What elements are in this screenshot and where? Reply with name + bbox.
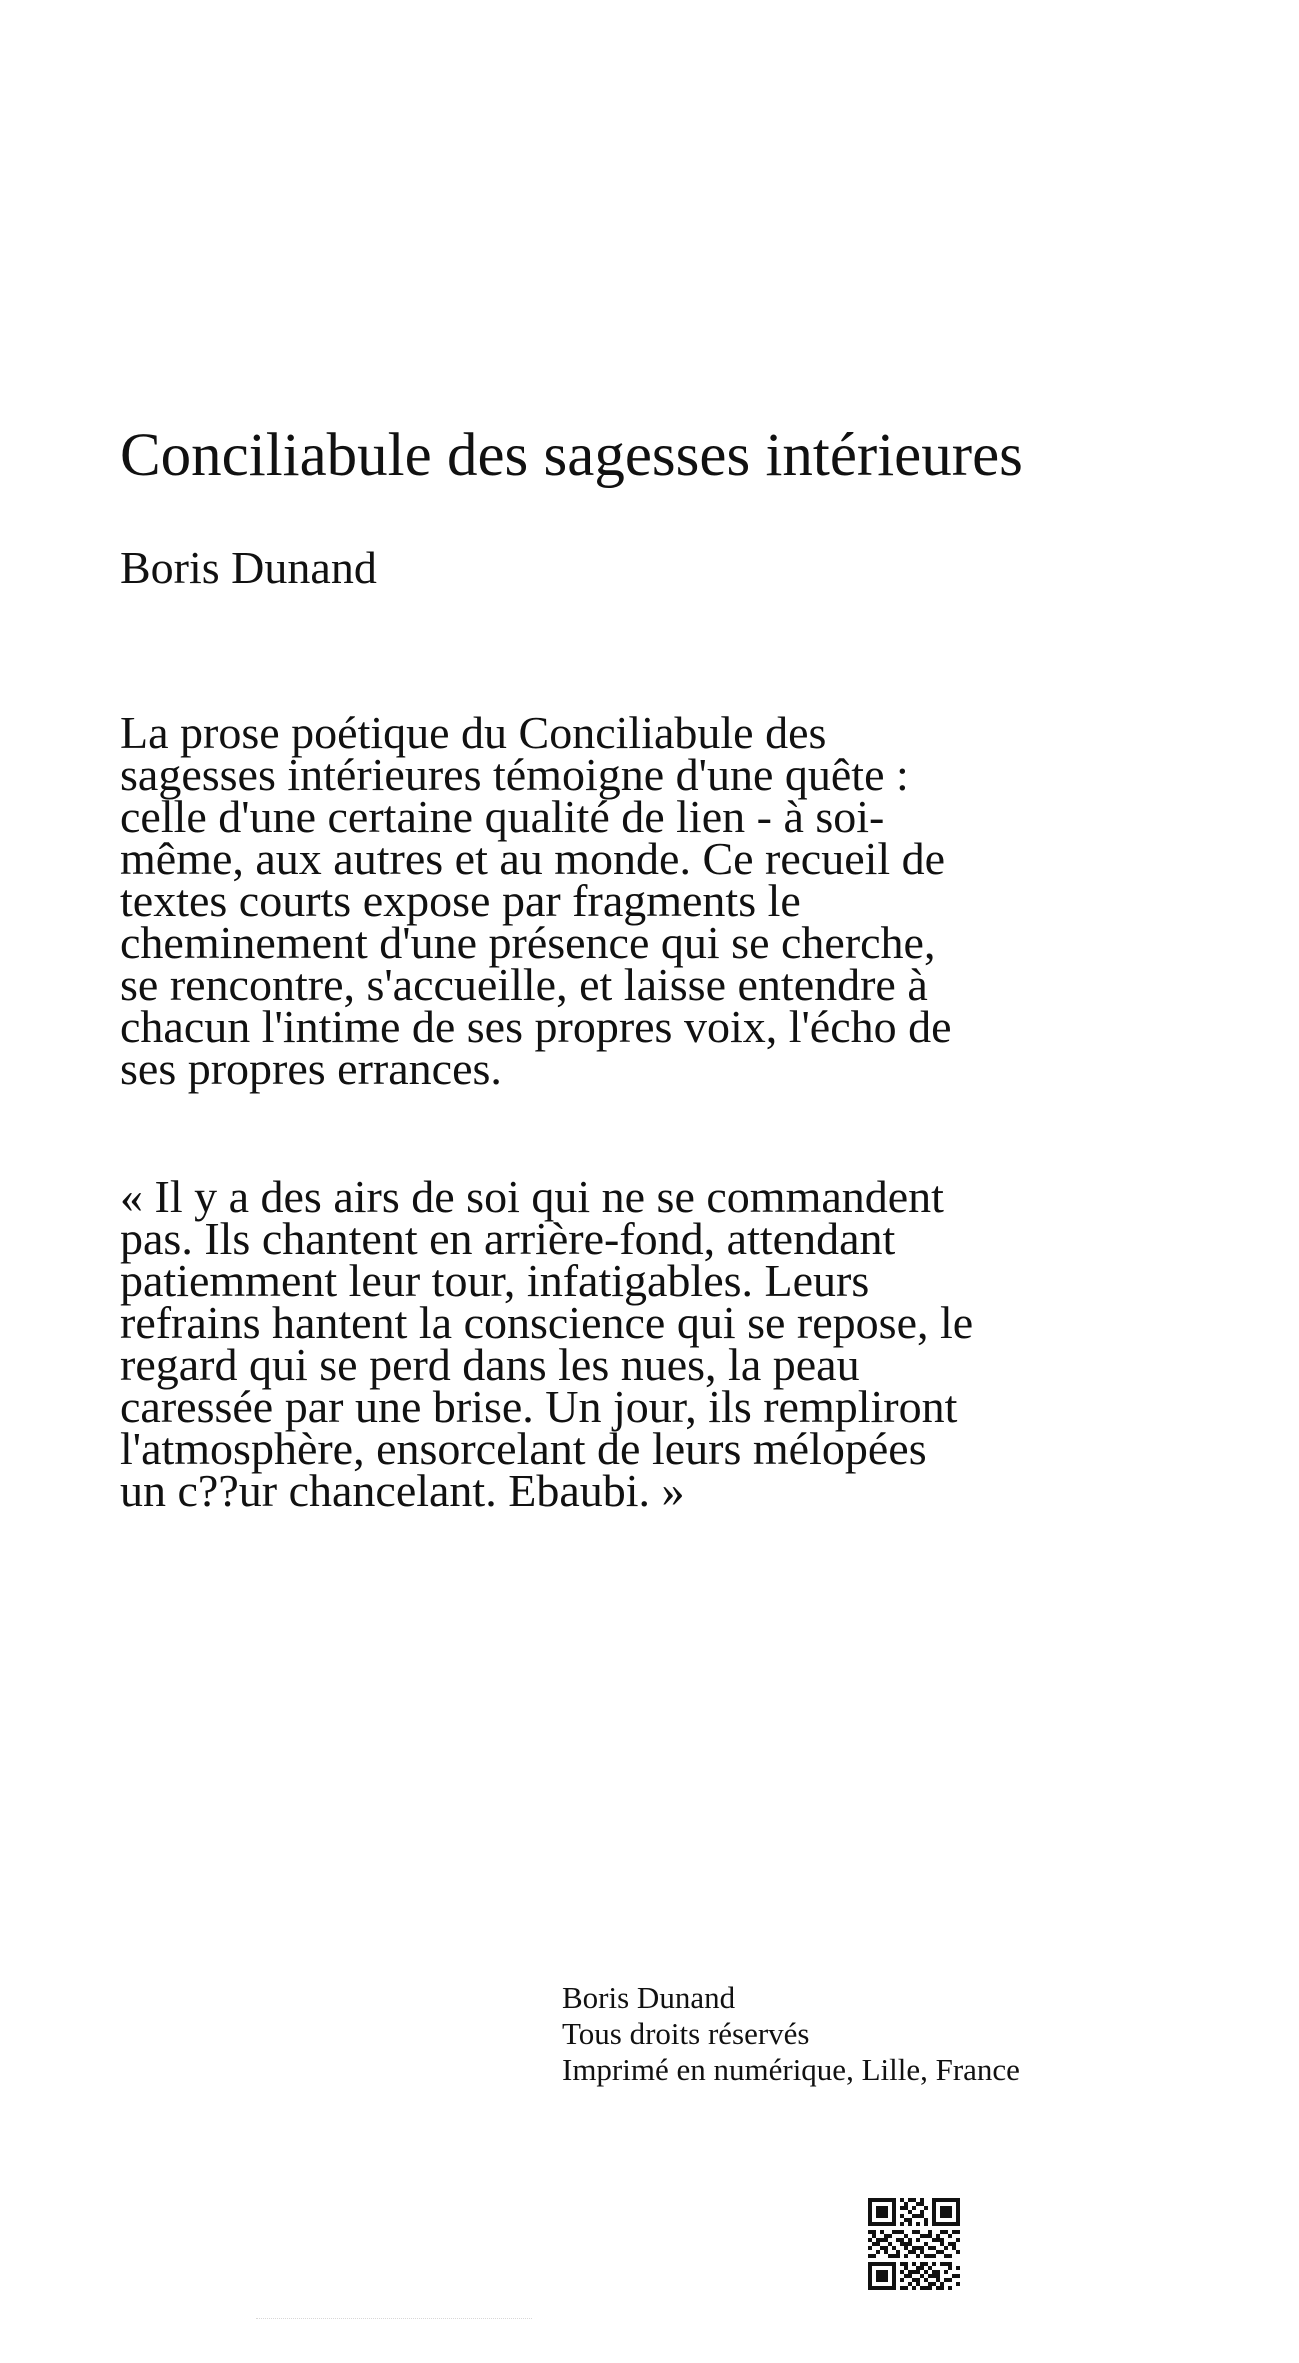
description-paragraph: La prose poétique du Conciliabule des sagesses intérieures témoigne d'une quête : celle d'une certaine qualité de lien - à soi-même, aux autres et au monde. Ce recueil de textes courts expose par fragments le cheminement d'une présence qui se cherche, se rencontre, s'accueille, et laisse entendre à chacun l'intime de ses propres voix, l'écho de ses propres errances. xyxy=(120,707,952,1094)
colophon xyxy=(562,1980,1262,2088)
divider xyxy=(256,2318,532,2319)
colophon-rights: Tous droits réservés xyxy=(562,2016,810,2051)
colophon-author: Boris Dunand xyxy=(562,1980,736,2015)
colophon-printing: Imprimé en numérique, Lille, France xyxy=(562,2052,1020,2087)
qr-code-icon xyxy=(868,2198,960,2290)
book-author: Boris Dunand xyxy=(120,542,377,593)
book-title: Conciliabule des sagesses intérieures xyxy=(120,422,1023,489)
quote-paragraph: « Il y a des airs de soi qui ne se commandent pas. Ils chantent en arrière-fond, attendant patiemment leur tour, infatigables. Leurs refrains hantent la conscience qui se repose, le regard qui se perd dans les nues, la peau caressée par une brise. Un jour, ils rempliront l'atmosphère, ensorcelant de leurs mélopées un c??ur chancelant. Ebaubi. » xyxy=(120,1171,974,1516)
